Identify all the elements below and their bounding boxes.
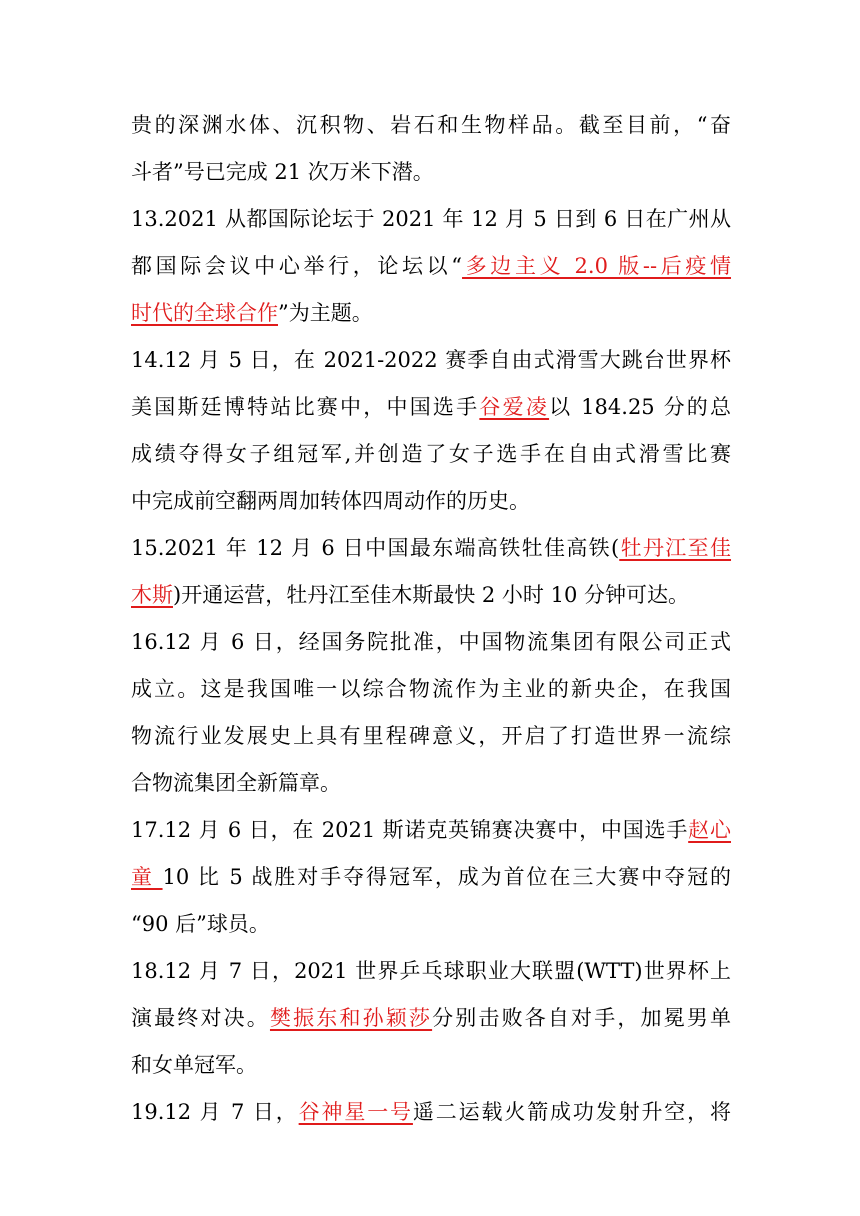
text-line: [131, 431, 731, 478]
text-segment: 斗者”号已完成 21 次万米下潜。: [131, 160, 434, 184]
text-segment: 16.12 月 6 日，经国务院批准，中国物流集团有限公司正式: [131, 630, 731, 654]
highlighted-keyword: 童: [131, 865, 163, 889]
text-line: [131, 478, 731, 525]
text-segment: 13.2021 从都国际论坛于 2021 年 12 月 5 日到 6 日在广州从: [131, 207, 731, 231]
text-line: [131, 572, 731, 619]
text-line: [131, 901, 731, 948]
text-segment: 成绩夺得女子组冠军,并创造了女子选手在自由式滑雪比赛: [131, 442, 731, 466]
highlighted-keyword: 谷爱凌: [479, 395, 550, 419]
text-line: [131, 807, 731, 854]
text-segment: ”为主题。: [278, 301, 373, 325]
highlighted-keyword: 时代的全球合作: [131, 301, 278, 325]
text-segment: “90 后”球员。: [131, 912, 270, 936]
text-segment: 以 184.25 分的总: [549, 395, 732, 419]
text-segment: 10 比 5 战胜对手夺得冠军，成为首位在三大赛中夺冠的: [162, 865, 731, 889]
text-segment: 分别击败各自对手，加冕男单: [432, 1006, 732, 1030]
text-line: [131, 149, 731, 196]
text-segment: 成立。这是我国唯一以综合物流作为主业的新央企，在我国: [131, 677, 731, 701]
text-segment: 14.12 月 5 日，在 2021-2022 赛季自由式滑雪大跳台世界杯: [131, 348, 731, 372]
highlighted-keyword: 牡丹江至佳: [619, 536, 732, 560]
text-line: [131, 619, 731, 666]
text-line: [131, 948, 731, 995]
text-line: [131, 1042, 731, 1089]
text-line: [131, 854, 731, 901]
text-segment: 贵的深渊水体、沉积物、岩石和生物样品。截至目前，“奋: [131, 113, 731, 137]
text-segment: 中完成前空翻两周加转体四周动作的历史。: [131, 489, 530, 513]
text-segment: 17.12 月 6 日，在 2021 斯诺克英锦赛决赛中，中国选手: [131, 818, 689, 842]
text-line: [131, 525, 731, 572]
text-segment: 物流行业发展史上具有里程碑意义，开启了打造世界一流综: [131, 724, 731, 748]
text-line: [131, 1089, 731, 1136]
text-segment: 15.2021 年 12 月 6 日中国最东端高铁牡佳高铁(: [131, 536, 620, 560]
text-segment: 都国际会议中心举行，论坛以“: [131, 254, 463, 278]
text-line: [131, 102, 731, 149]
highlighted-keyword: 多边主义 2.0 版--后疫情: [462, 254, 731, 278]
text-line: [131, 760, 731, 807]
text-segment: 18.12 月 7 日，2021 世界乒乓球职业大联盟(WTT)世界杯上: [131, 959, 731, 983]
text-line: [131, 337, 731, 384]
text-segment: 合物流集团全新篇章。: [131, 771, 341, 795]
text-line: [131, 384, 731, 431]
text-segment: 19.12 月 7 日，: [131, 1100, 299, 1124]
highlighted-keyword: 木斯: [131, 583, 173, 607]
text-segment: )开通运营，牡丹江至佳木斯最快 2 小时 10 分钟可达。: [173, 583, 689, 607]
text-line: [131, 713, 731, 760]
highlighted-keyword: 赵心: [688, 818, 731, 842]
text-segment: 遥二运载火箭成功发射升空，将: [412, 1100, 732, 1124]
document-body: [131, 102, 731, 1136]
highlighted-keyword: 樊振东和孙颖莎: [269, 1006, 433, 1030]
text-segment: 和女单冠军。: [131, 1053, 257, 1077]
text-line: [131, 290, 731, 337]
text-line: [131, 666, 731, 713]
highlighted-keyword: 谷神星一号: [298, 1100, 413, 1124]
text-line: [131, 995, 731, 1042]
text-segment: 演最终对决。: [131, 1006, 270, 1030]
text-line: [131, 196, 731, 243]
text-line: [131, 243, 731, 290]
text-segment: 美国斯廷博特站比赛中，中国选手: [131, 395, 480, 419]
